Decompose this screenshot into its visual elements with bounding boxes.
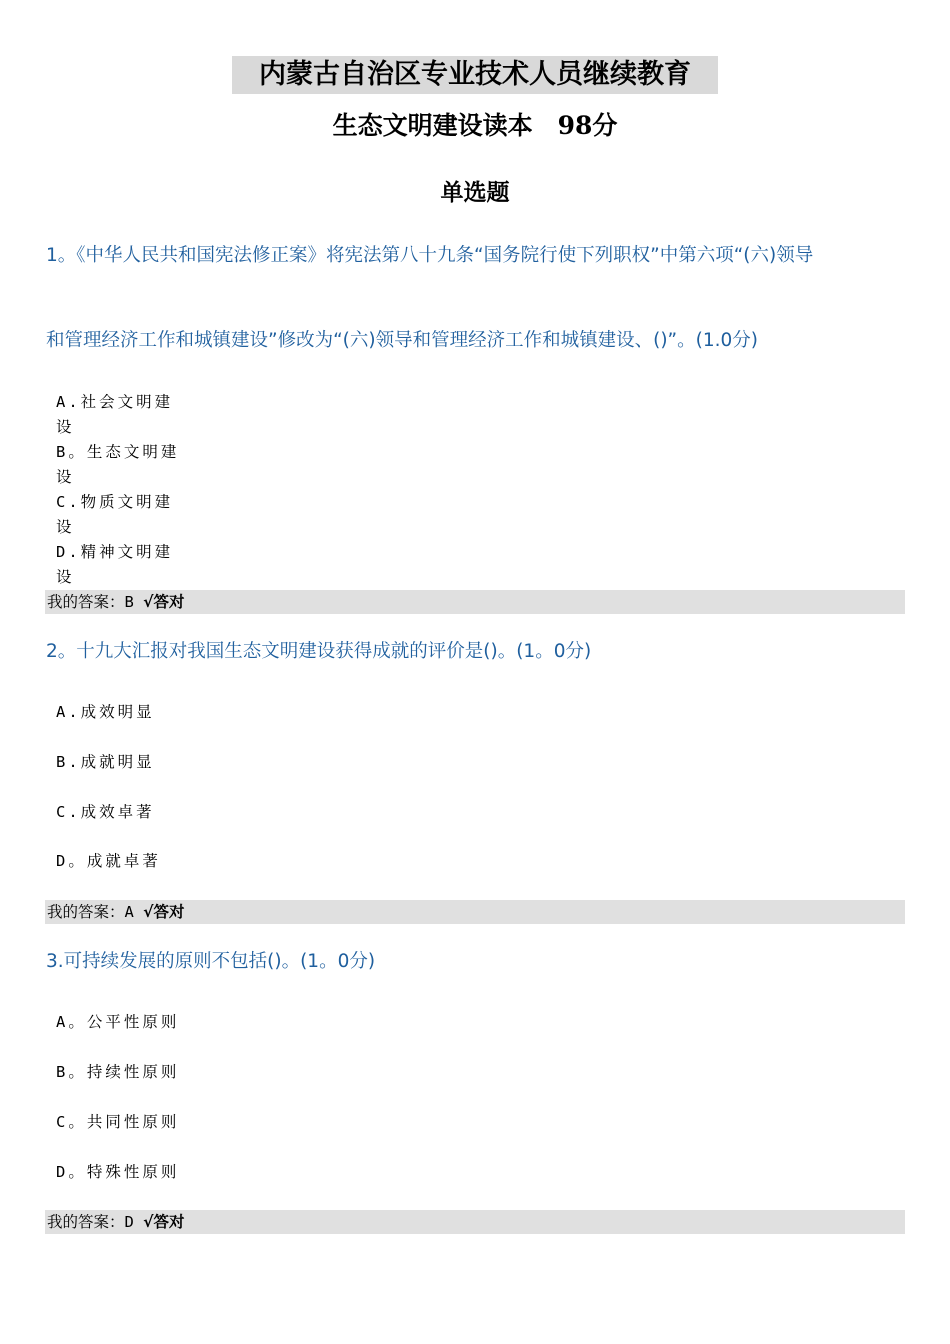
- answer-label: 我的答案：D: [47, 1213, 144, 1231]
- answer-verdict: √答对: [143, 1213, 185, 1231]
- question-1-option-b: B。生态文明建设: [56, 443, 180, 486]
- question-3-text: 3.可持续发展的原则不包括()。(1。0分): [46, 951, 376, 972]
- question-1-answer-bar: [45, 590, 905, 614]
- question-1-text-line2: 和管理经济工作和城镇建设”修改为“(六)领导和管理经济工作和城镇建设、()”。(1.0分): [46, 330, 758, 351]
- section-heading: 单选题: [440, 179, 510, 206]
- course-title-score: 生态文明建设读本 98分: [332, 111, 618, 140]
- question-3-option-b: B。持续性原则: [56, 1063, 180, 1081]
- question-3-option-c: C。共同性原则: [56, 1113, 180, 1131]
- question-2-option-b: B.成就明显: [56, 753, 155, 771]
- question-1-text-line1: 1。《中华人民共和国宪法修正案》将宪法第八十九条“国务院行使下列职权”中第六项“(六)领导: [46, 245, 814, 266]
- question-1-option-a: A.社会文明建设: [56, 393, 174, 436]
- question-3-answer-bar: [45, 1210, 905, 1234]
- question-3-option-a: A。公平性原则: [56, 1013, 180, 1031]
- document-title: 内蒙古自治区专业技术人员继续教育: [232, 56, 718, 94]
- answer-verdict: √答对: [143, 903, 185, 921]
- question-2-option-c: C.成效卓著: [56, 803, 155, 821]
- question-2-text: 2。十九大汇报对我国生态文明建设获得成就的评价是()。(1。0分): [46, 641, 592, 662]
- question-2-answer-bar: [45, 900, 905, 924]
- question-1-option-d: D.精神文明建设: [56, 543, 174, 586]
- answer-label: 我的答案：B: [47, 593, 144, 611]
- question-1-option-c: C.物质文明建设: [56, 493, 174, 536]
- question-2-option-d: D。成就卓著: [56, 852, 161, 870]
- answer-verdict: √答对: [143, 593, 185, 611]
- question-3-option-d: D。特殊性原则: [56, 1163, 180, 1181]
- question-2-option-a: A.成效明显: [56, 703, 155, 721]
- answer-label: 我的答案：A: [47, 903, 144, 921]
